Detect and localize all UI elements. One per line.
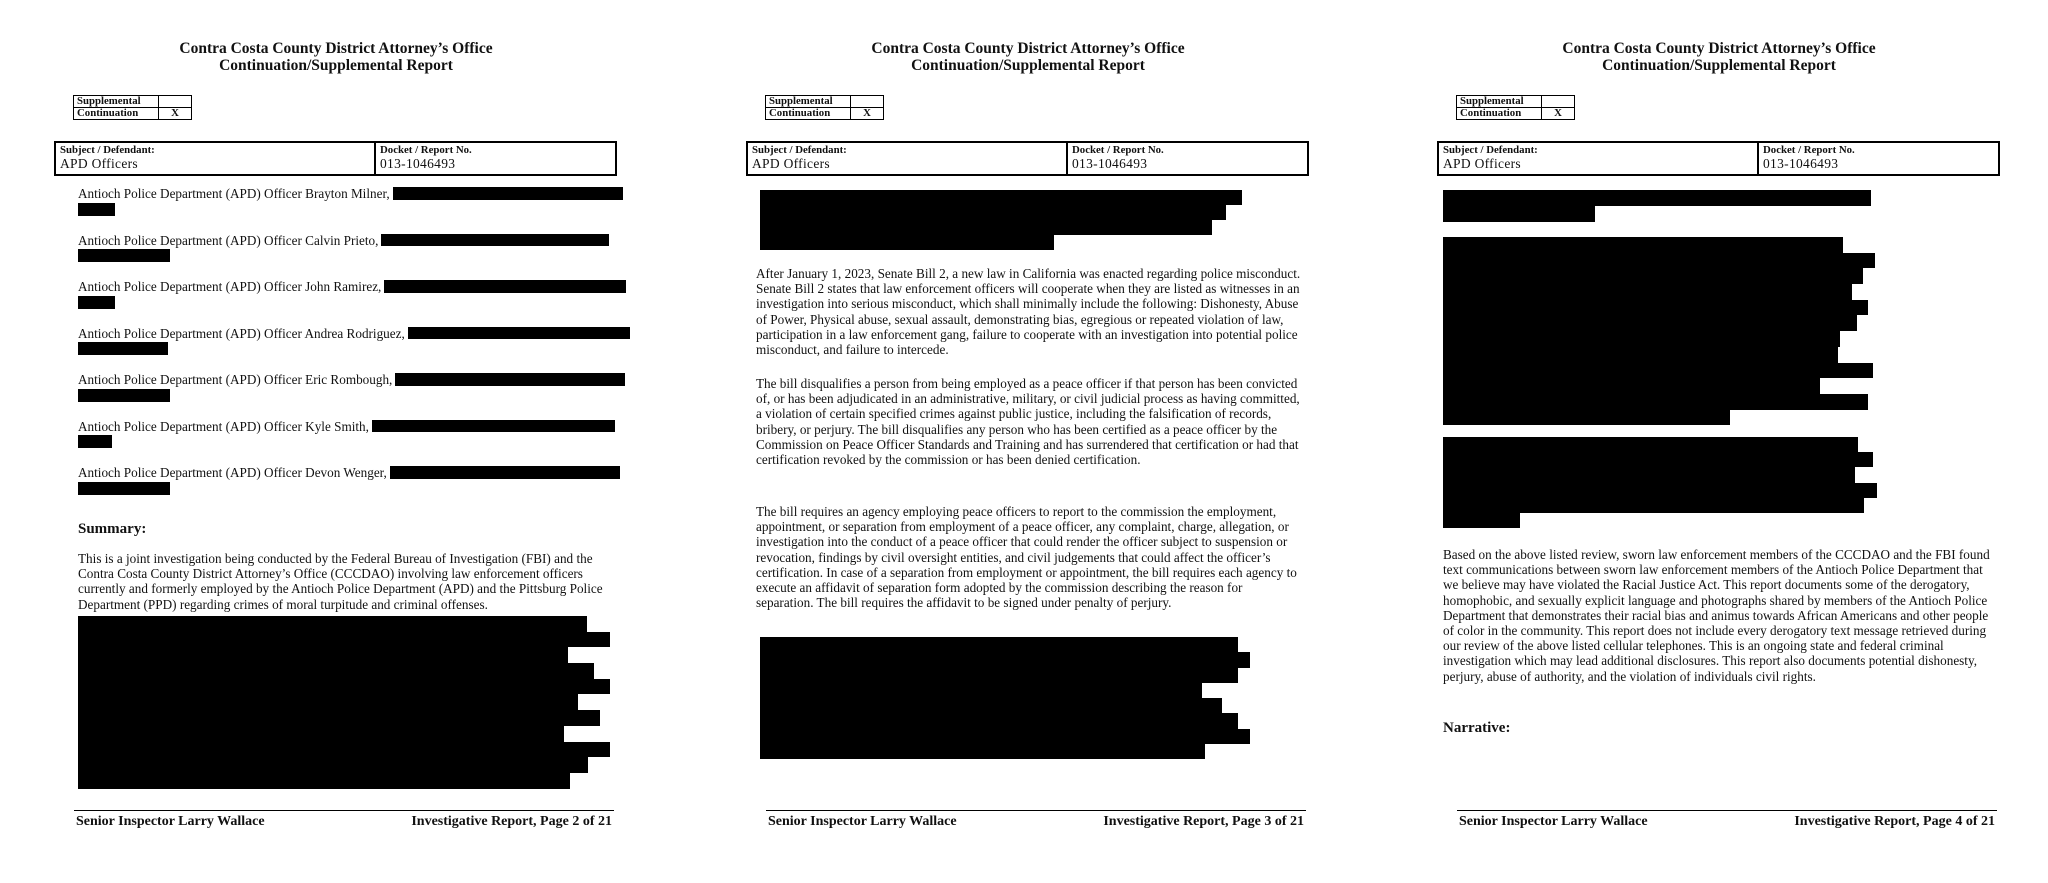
docket-value: 013-1046493 — [1763, 156, 1839, 171]
redaction-bar — [760, 205, 1226, 220]
redaction-bar — [78, 389, 170, 402]
redaction-bar — [1443, 315, 1857, 331]
subject-value: APD Officers — [752, 156, 830, 171]
redaction-bar — [1443, 268, 1863, 284]
docket-label: Docket / Report No. — [380, 144, 472, 156]
redaction-bar — [1443, 284, 1852, 300]
redaction-bar — [78, 342, 168, 355]
redaction-bar — [760, 652, 1250, 667]
redaction-bar — [1443, 437, 1858, 452]
redaction-block — [78, 616, 610, 789]
page-title — [1435, 40, 2003, 74]
case-header-table — [54, 141, 617, 176]
redaction-bar — [1443, 237, 1843, 253]
footer-author: Senior Inspector Larry Wallace — [76, 814, 265, 829]
table-row — [1457, 108, 1575, 120]
supplemental-label: Supplemental — [74, 96, 159, 108]
footer-page-number: Investigative Report, Page 4 of 21 — [1794, 814, 1995, 829]
footer-divider — [766, 810, 1306, 811]
redaction-block — [1443, 237, 1875, 425]
redaction-block — [760, 190, 1242, 250]
paragraph: Based on the above listed review, sworn law enforcement members of the CCCDAO and the FBI found text communications between sworn law enforcement members of the Antioch Police Department that we believe may have violated the Racial Justice Act. This report documents some of the derogatory, homophobic, and sexually explicit language and photographs shared by members of the Antioch Police Department that demonstrates their racial bias and animus towards African Americans and other people of color in the community. This report does not include every derogatory text message retrieved during our review of the above listed cellular telephones. This is an ongoing state and federal criminal investigation which may lead additional disclosures. This report also documents potential dishonesty, perjury, abuse of authority, and the violation of individuals civil rights. — [1443, 547, 1990, 684]
redaction-bar — [760, 683, 1202, 698]
redaction-bar — [78, 203, 115, 216]
report-type-table — [73, 95, 192, 120]
continuation-label: Continuation — [1457, 108, 1542, 120]
redaction-bar — [78, 249, 170, 262]
redaction-bar — [760, 698, 1222, 713]
page-title — [744, 40, 1312, 74]
redaction-bar — [1443, 347, 1838, 363]
footer-author: Senior Inspector Larry Wallace — [1459, 814, 1648, 829]
narrative-heading: Narrative: — [1443, 720, 1511, 736]
report-page-2 — [744, 0, 1312, 883]
report-type-table — [765, 95, 884, 120]
officer-entry — [78, 233, 616, 263]
continuation-label: Continuation — [74, 108, 159, 120]
redaction-bar — [1443, 513, 1520, 528]
redaction-bar — [393, 187, 623, 200]
redaction-bar — [1443, 410, 1730, 426]
redaction-bar — [78, 632, 610, 648]
redaction-bar — [1443, 190, 1871, 206]
page-footer — [1459, 814, 1995, 830]
redaction-bar — [78, 694, 578, 710]
subject-value: APD Officers — [60, 156, 138, 171]
redaction-bar — [408, 327, 630, 340]
supplemental-checkbox — [851, 96, 884, 108]
officer-text: Antioch Police Department (APD) Officer Eric Rombough, — [78, 372, 393, 387]
report-type-table — [1456, 95, 1575, 120]
page-title — [52, 40, 620, 74]
officer-text: Antioch Police Department (APD) Officer Kyle Smith, — [78, 418, 369, 434]
summary-heading: Summary: — [78, 521, 147, 537]
officer-text: Antioch Police Department (APD) Officer John Ramirez, — [78, 279, 382, 294]
table-row — [74, 108, 192, 120]
title-line-1: Contra Costa County District Attorney’s Office — [179, 40, 493, 57]
redaction-bar — [1443, 452, 1873, 467]
redaction-bar — [78, 647, 568, 663]
paragraph: The bill requires an agency employing peace officers to report to the commission the employment, appointment, or separation from employment of a peace officer, any complaint, charge, allegation, or investigation into the conduct of a peace officer that could render the officer subject to suspension or revocation, findings by civil oversight entities, and civil judgements that could affect the officer’s certification. In case of a separation from employment or appointment, the bill requires each agency to execute an affidavit of separation form adopted by the commission describing the reason for separation. The bill requires the affidavit to be signed under penalty of perjury. — [756, 504, 1297, 611]
redaction-block — [760, 637, 1250, 759]
redaction-bar — [78, 435, 112, 448]
redaction-block — [1443, 437, 1877, 528]
officer-text: Antioch Police Department (APD) Officer Calvin Prieto, — [78, 232, 379, 248]
docket-cell — [1759, 143, 1998, 174]
redaction-bar — [78, 296, 115, 309]
redaction-bar — [760, 744, 1205, 759]
supplemental-checkbox — [1542, 96, 1575, 108]
footer-divider — [74, 810, 614, 811]
redaction-bar — [760, 668, 1238, 683]
redaction-bar — [78, 663, 594, 679]
continuation-checkbox: X — [1542, 108, 1575, 120]
case-header-table — [746, 141, 1309, 176]
redaction-bar — [1443, 363, 1873, 379]
docket-value: 013-1046493 — [380, 156, 456, 171]
redaction-bar — [760, 729, 1250, 744]
docket-value: 013-1046493 — [1072, 156, 1148, 171]
redaction-bar — [395, 373, 625, 386]
redaction-block — [1443, 190, 1871, 222]
docket-cell — [376, 143, 615, 174]
table-row — [766, 108, 884, 120]
subject-cell — [748, 143, 1068, 174]
page-footer — [76, 814, 612, 830]
officer-entry — [78, 419, 616, 449]
paragraph: After January 1, 2023, Senate Bill 2, a new law in California was enacted regarding police misconduct. Senate Bill 2 states that law enforcement officers will cooperate when they are listed as witnesses in an investigation into serious misconduct, which shall minimally include the following: Dishonesty, Abuse of Power, Physical abuse, sexual assault, demonstrating bias, egregious or repeated violation of law, participation in a law enforcement gang, failure to cooperate with an investigation into potential police misconduct, and failure to intercede. — [756, 266, 1301, 358]
redaction-bar — [78, 482, 170, 495]
supplemental-checkbox — [159, 96, 192, 108]
redaction-bar — [384, 280, 626, 293]
officer-entry — [78, 279, 616, 309]
continuation-checkbox: X — [851, 108, 884, 120]
continuation-checkbox: X — [159, 108, 192, 120]
redaction-bar — [78, 726, 564, 742]
officer-entry — [78, 186, 616, 216]
redaction-bar — [78, 773, 570, 789]
redaction-bar — [1443, 483, 1877, 498]
continuation-label: Continuation — [766, 108, 851, 120]
subject-value: APD Officers — [1443, 156, 1521, 171]
docket-label: Docket / Report No. — [1072, 144, 1164, 156]
footer-page-number: Investigative Report, Page 2 of 21 — [411, 814, 612, 829]
summary-paragraph: This is a joint investigation being conducted by the Federal Bureau of Investigation (FBI) and the Contra Costa County District Attorney’s Office (CCCDAO) involving law enforcement officers currently and formerly employed by the Antioch Police Department (APD) and the Pittsburg Police Department (PPD) regarding crimes of moral turpitude and criminal offenses. — [78, 551, 603, 612]
redaction-bar — [760, 190, 1242, 205]
footer-divider — [1457, 810, 1997, 811]
redaction-bar — [760, 713, 1238, 728]
case-header-table — [1437, 141, 2000, 176]
table-row — [74, 96, 192, 108]
paragraph: The bill disqualifies a person from being employed as a peace officer if that person has been convicted of, or has been adjudicated in an administrative, military, or civil judicial process as having committed, a violation of certain specified crimes against public justice, including the falsification of records, bribery, or perjury. The bill disqualifies any person who has been certified as a peace officer by the Commission on Peace Officer Standards and Training and has surrendered that certification or had that certification revoked by the commission or has been denied certification. — [756, 376, 1300, 468]
subject-label: Subject / Defendant: — [752, 144, 847, 156]
redaction-bar — [1443, 300, 1868, 316]
redaction-bar — [1443, 467, 1855, 482]
redaction-bar — [760, 235, 1054, 250]
redaction-bar — [381, 234, 609, 247]
page-footer — [768, 814, 1304, 830]
table-row — [1457, 96, 1575, 108]
report-page-3 — [1435, 0, 2003, 883]
subject-label: Subject / Defendant: — [1443, 144, 1538, 156]
officer-text: Antioch Police Department (APD) Officer Andrea Rodriguez, — [78, 325, 405, 341]
redaction-bar — [760, 637, 1238, 652]
title-line-2: Continuation/Supplemental Report — [1602, 57, 1836, 74]
redaction-bar — [1443, 498, 1864, 513]
redaction-bar — [78, 757, 588, 773]
title-line-2: Continuation/Supplemental Report — [911, 57, 1145, 74]
redaction-bar — [78, 679, 610, 695]
redaction-bar — [78, 710, 600, 726]
officer-text: Antioch Police Department (APD) Officer Devon Wenger, — [78, 465, 387, 480]
officer-text: Antioch Police Department (APD) Officer Brayton Milner, — [78, 186, 390, 201]
subject-cell — [1439, 143, 1759, 174]
officer-entry — [78, 326, 616, 356]
redaction-bar — [78, 742, 610, 758]
table-row — [766, 96, 884, 108]
docket-cell — [1068, 143, 1307, 174]
redaction-bar — [1443, 331, 1840, 347]
redaction-bar — [1443, 378, 1820, 394]
officer-entry — [78, 465, 616, 495]
officer-entry — [78, 372, 616, 402]
redaction-bar — [372, 420, 615, 433]
officer-list — [78, 186, 616, 512]
title-line-1: Contra Costa County District Attorney’s Office — [871, 40, 1185, 57]
footer-page-number: Investigative Report, Page 3 of 21 — [1103, 814, 1304, 829]
supplemental-label: Supplemental — [766, 96, 851, 108]
title-line-2: Continuation/Supplemental Report — [219, 57, 453, 74]
redaction-bar — [760, 220, 1212, 235]
redaction-bar — [1443, 394, 1868, 410]
subject-label: Subject / Defendant: — [60, 144, 155, 156]
redaction-bar — [78, 616, 587, 632]
subject-cell — [56, 143, 376, 174]
report-page-1 — [52, 0, 620, 883]
title-line-1: Contra Costa County District Attorney’s Office — [1562, 40, 1876, 57]
docket-label: Docket / Report No. — [1763, 144, 1855, 156]
redaction-bar — [390, 466, 620, 479]
supplemental-label: Supplemental — [1457, 96, 1542, 108]
redaction-bar — [1443, 253, 1875, 269]
redaction-bar — [1443, 206, 1595, 222]
footer-author: Senior Inspector Larry Wallace — [768, 814, 957, 829]
